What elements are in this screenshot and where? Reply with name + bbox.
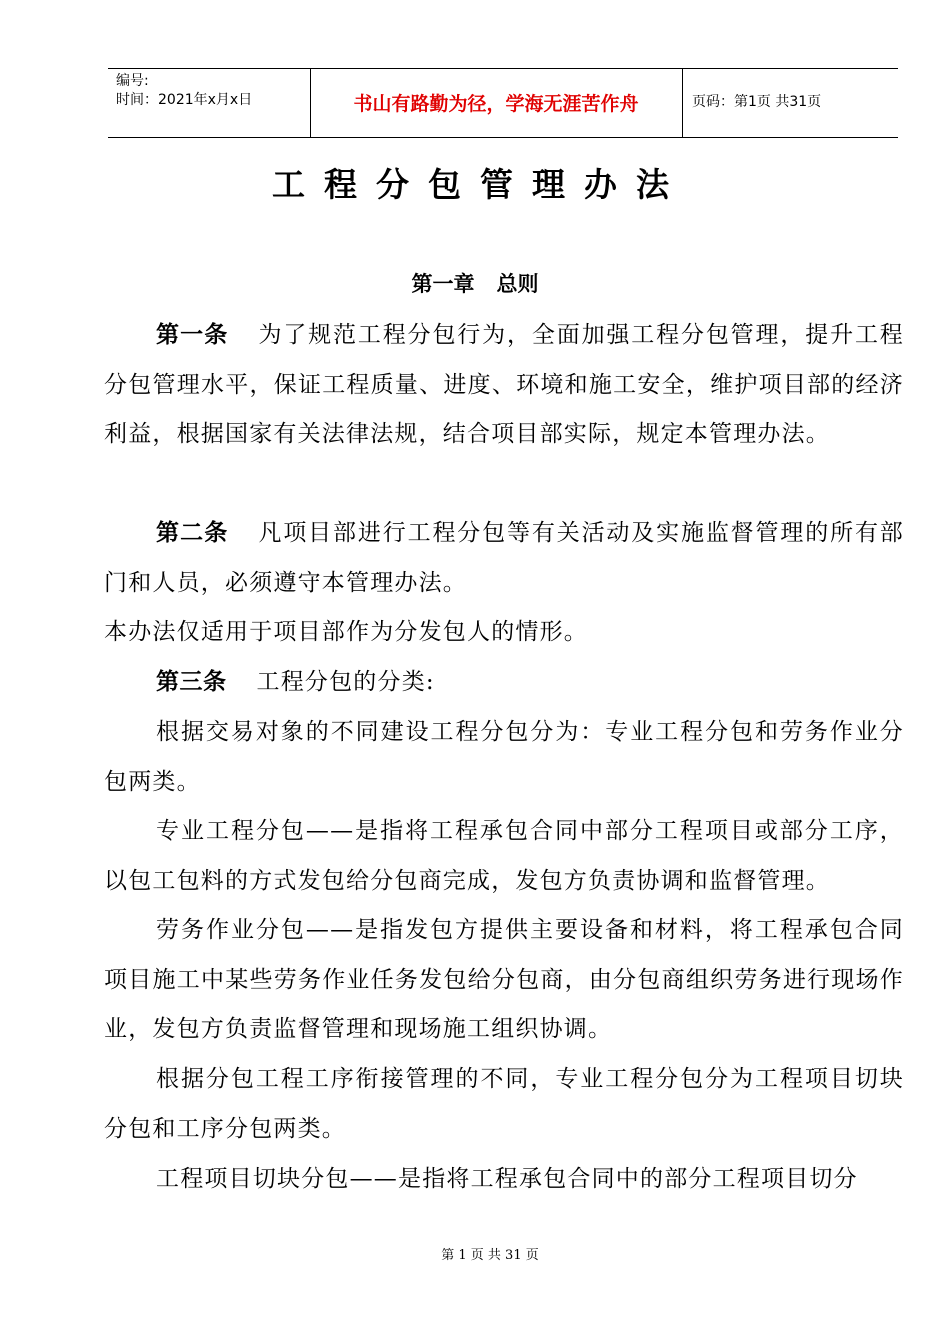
paragraph-text: 凡项目部进行工程分包等有关活动及实施监督管理的所有部门和人员，必须遵守本管理办法。 <box>104 520 905 596</box>
article-paragraph <box>104 509 904 608</box>
paragraph: 专业工程分包——是指将工程承包合同中部分工程项目或部分工序，以包工包料的方式发包给分包商完成，发包方负责协调和监督管理。 <box>104 818 904 894</box>
page-footer: 第 1 页 共 31 页 <box>441 1248 539 1263</box>
article-number: 第一条 <box>156 322 229 348</box>
document-number-label: 编号: <box>116 73 149 89</box>
paragraph: 劳务作业分包——是指发包方提供主要设备和材料，将工程承包合同项目施工中某些劳务作业任务发包给分包商，由分包商组织劳务进行现场作业，发包方负责监督管理和现场施工组织协调。 <box>104 917 904 1042</box>
paragraph-text: 工程分包的分类: <box>256 669 435 695</box>
paragraph: 工程项目切块分包——是指将工程承包合同中的部分工程项目切分 <box>156 1166 858 1192</box>
article-number: 第二条 <box>156 520 229 546</box>
article-number: 第三条 <box>156 669 227 695</box>
paragraph: 根据分包工程工序衔接管理的不同，专业工程分包分为工程项目切块分包和工序分包两类。 <box>104 1066 904 1142</box>
header-divider <box>682 69 683 137</box>
paragraph: 本办法仅适用于项目部作为分发包人的情形。 <box>104 619 588 645</box>
chapter-title: 第一章 总则 <box>411 272 539 296</box>
document-time-label: 时间：2021年x月x日 <box>116 92 253 108</box>
document-title: 工程分包管理办法 <box>272 165 688 204</box>
document-header <box>108 68 898 138</box>
paragraph: 根据交易对象的不同建设工程分包分为：专业工程分包和劳务作业分包两类。 <box>104 719 904 795</box>
header-motto: 书山有路勤为径，学海无涯苦作舟 <box>353 93 639 115</box>
article-paragraph <box>104 311 904 460</box>
header-page-info: 页码：第1页 共31页 <box>692 94 822 110</box>
paragraph-text: 为了规范工程分包行为，全面加强工程分包管理，提升工程分包管理水平，保证工程质量、进度、环境和施工安全，维护项目部的经济利益，根据国家有关法律法规，结合项目部实际，规定本管理办法。 <box>104 322 905 447</box>
article-paragraph <box>104 658 904 708</box>
